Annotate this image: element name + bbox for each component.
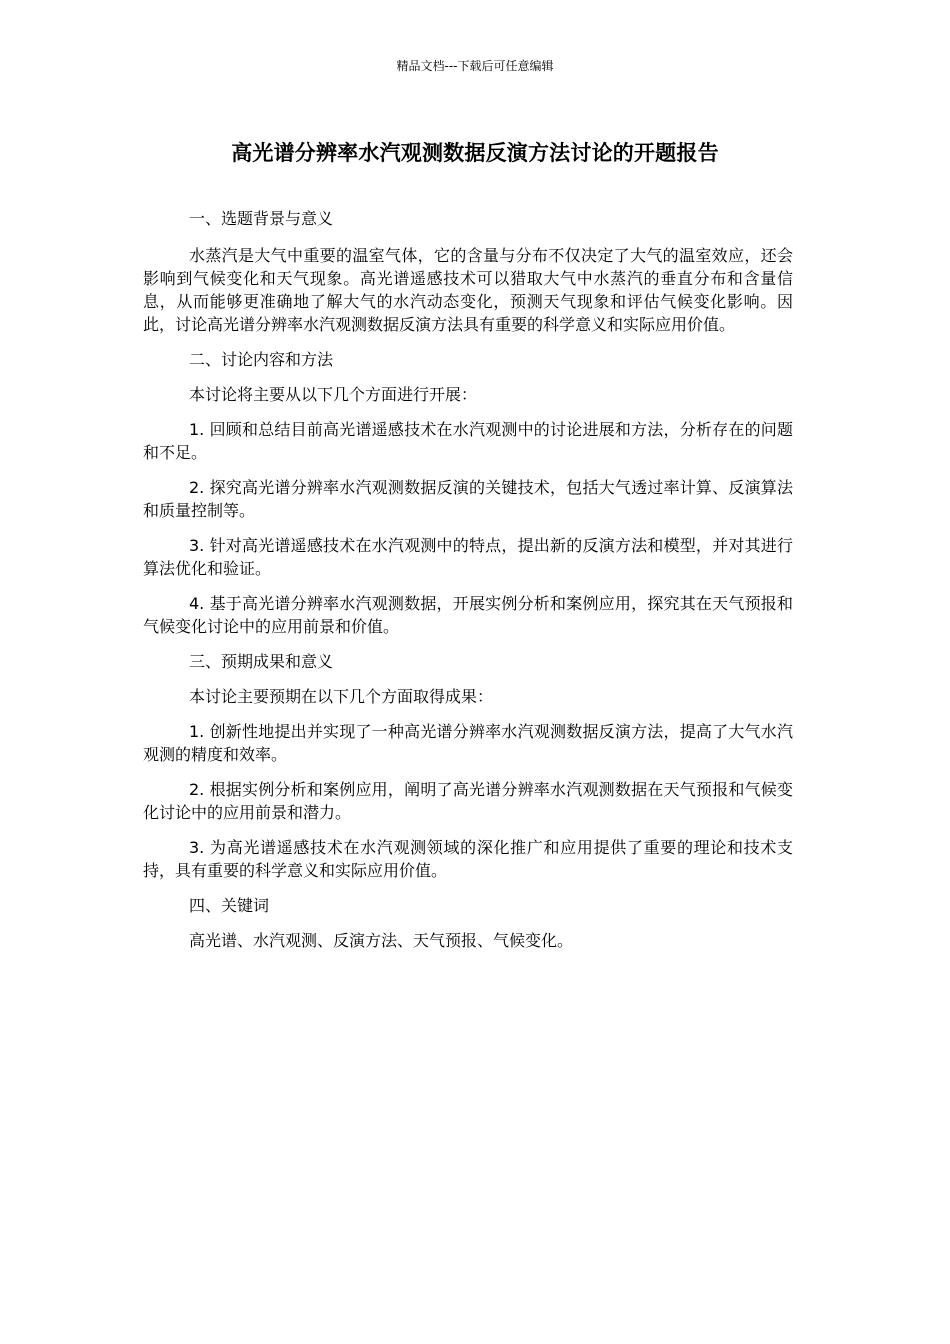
section-heading-keywords: 四、关键词 bbox=[189, 896, 270, 915]
content-item-2: 2. 探究高光谱分辨率水汽观测数据反演的关键技术，包括大气透过率计算、反演算法和质量控制等。 bbox=[143, 478, 793, 520]
results-item-2: 2. 根据实例分析和案例应用，阐明了高光谱分辨率水汽观测数据在天气预报和气候变化讨论中的应用前景和潜力。 bbox=[143, 780, 793, 822]
content-item-3: 3. 针对高光谱遥感技术在水汽观测中的特点，提出新的反演方法和模型，并对其进行算法优化和验证。 bbox=[143, 536, 793, 578]
document-title: 高光谱分辨率水汽观测数据反演方法讨论的开题报告 bbox=[231, 141, 719, 165]
content-item-4: 4. 基于高光谱分辨率水汽观测数据，开展实例分析和案例应用，探究其在天气预报和气候变化讨论中的应用前景和价值。 bbox=[143, 594, 793, 636]
page-header: 精品文档---下载后可任意编辑 bbox=[396, 59, 554, 73]
section-heading-content: 二、讨论内容和方法 bbox=[189, 350, 334, 369]
results-item-1: 1. 创新性地提出并实现了一种高光谱分辨率水汽观测数据反演方法，提高了大气水汽观测的精度和效率。 bbox=[143, 722, 793, 764]
keywords-text: 高光谱、水汽观测、反演方法、天气预报、气候变化。 bbox=[189, 931, 574, 950]
content-item-1: 1. 回顾和总结目前高光谱遥感技术在水汽观测中的讨论进展和方法，分析存在的问题和不足。 bbox=[143, 420, 793, 462]
document-body bbox=[143, 207, 793, 964]
section-heading-background: 一、选题背景与意义 bbox=[189, 209, 334, 228]
results-intro: 本讨论主要预期在以下几个方面取得成果： bbox=[189, 687, 494, 706]
background-paragraph: 水蒸汽是大气中重要的温室气体，它的含量与分布不仅决定了大气的温室效应，还会影响到气候变化和天气现象。高光谱遥感技术可以猎取大气中水蒸汽的垂直分布和含量信息，从而能够更准确地了解大气的水汽动态变化，预测天气现象和评估气候变化影响。因此，讨论高光谱分辨率水汽观测数据反演方法具有重要的科学意义和实际应用价值。 bbox=[143, 246, 793, 334]
content-intro: 本讨论将主要从以下几个方面进行开展： bbox=[189, 385, 478, 404]
section-heading-results: 三、预期成果和意义 bbox=[189, 652, 334, 671]
results-item-3: 3. 为高光谱遥感技术在水汽观测领域的深化推广和应用提供了重要的理论和技术支持，具有重要的科学意义和实际应用价值。 bbox=[143, 838, 793, 880]
